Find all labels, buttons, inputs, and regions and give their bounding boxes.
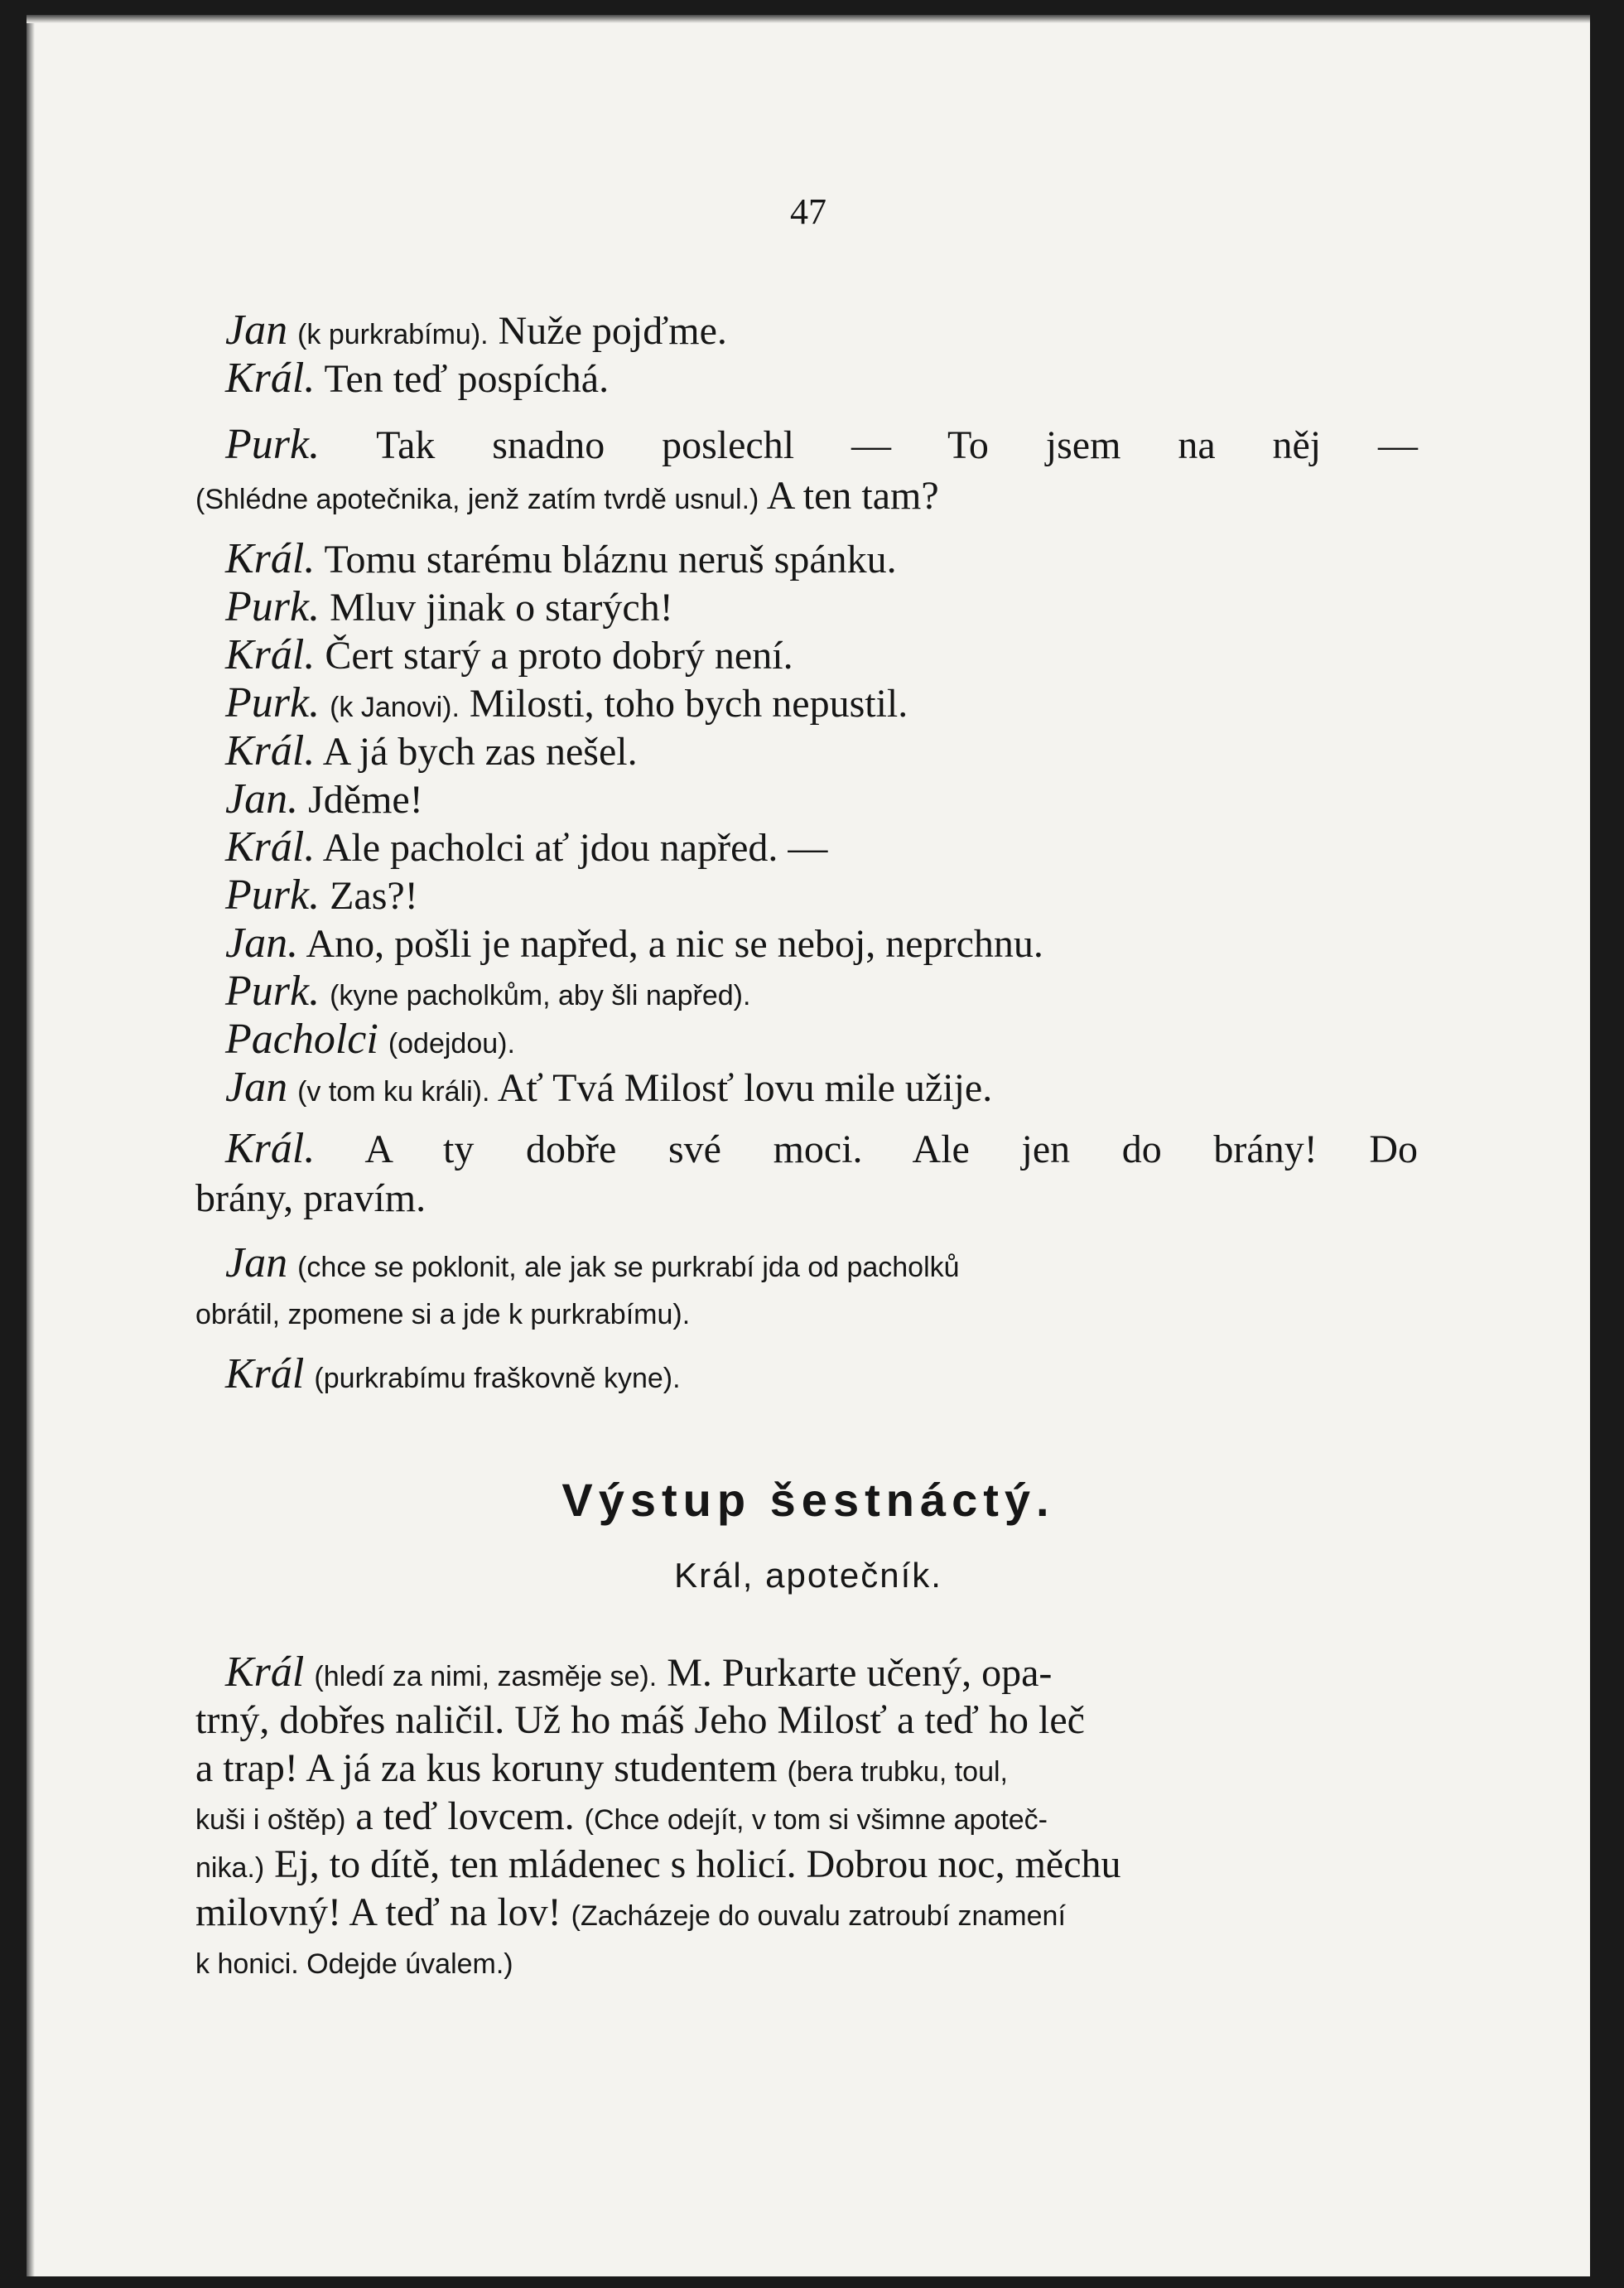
speaker: Král. — [225, 1125, 316, 1172]
dialogue-line — [225, 1125, 1418, 1174]
monologue-line — [195, 1937, 513, 1988]
speaker: Purk. — [225, 679, 320, 726]
dialogue-line — [225, 775, 423, 824]
line-text: Ale pacholci ať jdou napřed. — — [322, 826, 828, 870]
dialogue-line — [195, 1175, 426, 1223]
line-text: M. Purkarte učený, opa- — [667, 1651, 1053, 1695]
speaker: Purk. — [225, 968, 320, 1015]
monologue-line — [195, 1841, 1121, 1892]
stage-direction: (Zacházeje do ouvalu zatroubí znamení — [571, 1900, 1066, 1932]
line-text: trný, dobřes naličil. Už ho máš Jeho Milosť a teď ho leč — [195, 1698, 1085, 1742]
speaker: Král — [225, 1350, 305, 1397]
dialogue-line — [195, 1287, 690, 1339]
line-text: Ať Tvá Milosť lovu mile užije. — [497, 1066, 993, 1110]
line-text: brány, pravím. — [195, 1176, 426, 1220]
monologue-line — [195, 1889, 1066, 1940]
dialogue-line — [225, 920, 1043, 968]
page-edge-shadow — [27, 15, 35, 2276]
dialogue-line — [225, 1016, 515, 1068]
dialogue-line — [225, 968, 750, 1020]
dialogue-line — [225, 535, 897, 584]
page-top-shadow — [27, 15, 1590, 23]
dialogue-line — [195, 472, 939, 524]
stage-direction: (v tom ku králi). — [297, 1076, 490, 1108]
dialogue-line — [225, 871, 418, 920]
stage-direction: nika.) — [195, 1852, 265, 1884]
line-text: Ej, to dítě, ten mládenec s holicí. Dobrou noc, měchu — [274, 1842, 1121, 1886]
speaker: Král. — [225, 355, 316, 402]
stage-direction: kuši i oštěp) — [195, 1804, 346, 1836]
line-text: Čert starý a proto dobrý není. — [325, 634, 793, 678]
dialogue-line — [225, 355, 609, 403]
stage-direction: obrátil, zpomene si a jde k purkrabímu). — [195, 1299, 691, 1330]
dialogue-line — [225, 421, 1418, 470]
speaker: Král. — [225, 535, 316, 582]
speaker: Purk. — [225, 871, 320, 919]
line-text: Ano, pošli je napřed, a nic se neboj, neprchnu. — [306, 922, 1043, 966]
speaker: Pacholci — [225, 1016, 378, 1063]
speaker: Jan — [225, 1064, 288, 1111]
dialogue-line — [225, 583, 673, 632]
stage-direction: k honici. Odejde úvalem.) — [195, 1948, 513, 1980]
line-text: Mluv jinak o starých! — [330, 586, 673, 630]
stage-direction: (Chce odejít, v tom si všimne apotеč- — [584, 1804, 1048, 1836]
dialogue-line — [225, 679, 908, 731]
stage-direction: (kyne pacholkům, aby šli napřed). — [330, 980, 751, 1011]
stage-direction: (hledí za nimi, zasměje se). — [314, 1661, 658, 1692]
line-text: A já bych zas nešel. — [322, 730, 638, 774]
line-text: A ten tam? — [766, 474, 939, 518]
stage-direction: (odejdou). — [388, 1028, 515, 1060]
dialogue-line — [225, 631, 793, 680]
line-text: Zas?! — [330, 874, 418, 918]
speaker: Jan. — [225, 775, 299, 823]
dialogue-line — [225, 823, 827, 872]
speaker: Purk. — [225, 421, 320, 468]
monologue-line — [195, 1697, 1085, 1745]
speaker: Král. — [225, 727, 316, 775]
monologue-line — [195, 1745, 1008, 1796]
stage-direction: (bera trubku, toul, — [787, 1756, 1008, 1788]
stage-direction: (chce se poklonit, ale jak se purkrabí jda od pacholků — [297, 1252, 960, 1283]
speaker: Jan — [225, 307, 288, 354]
dialogue-line — [225, 1064, 992, 1116]
line-text: a trap! A já za kus koruny studentem — [195, 1746, 778, 1790]
line-text: a teď lovcem. — [355, 1794, 575, 1838]
stage-direction: (k purkrabímu). — [297, 319, 489, 350]
speaker: Purk. — [225, 583, 320, 630]
dialogue-line — [225, 1350, 681, 1402]
line-text: Ten teď pospíchá. — [324, 357, 610, 401]
dialogue-line — [225, 727, 638, 776]
line-text: A ty dobře své moci. Ale jen do brány! Do — [364, 1127, 1418, 1171]
line-text: Tomu starému bláznu neruš spánku. — [324, 538, 897, 582]
stage-direction: (Shlédne apotečnika, jenž zatím tvrdě usnul.) — [195, 484, 759, 515]
monologue-line — [195, 1793, 1048, 1844]
speaker: Král. — [225, 823, 316, 871]
dialogue-line — [225, 1239, 960, 1291]
scene-characters: Král, apotečník. — [674, 1556, 942, 1595]
page-number: 47 — [790, 191, 826, 232]
speaker: Král. — [225, 631, 316, 678]
line-text: Jděme! — [308, 778, 423, 822]
speaker: Jan — [225, 1239, 288, 1286]
line-text: Nuže pojďme. — [498, 309, 727, 353]
line-text: Tak snadno poslechl — To jsem na něj — — [376, 423, 1419, 467]
speaker: Jan. — [225, 920, 299, 967]
speaker: Král — [225, 1648, 305, 1696]
stage-direction: (purkrabímu fraškovně kyne). — [314, 1363, 681, 1394]
line-text: Milosti, toho bych nepustil. — [469, 682, 908, 726]
dialogue-line — [225, 307, 727, 359]
line-text: milovný! A teď na lov! — [195, 1890, 561, 1934]
book-page — [27, 15, 1590, 2276]
stage-direction: (k Janovi). — [330, 692, 460, 723]
scene-title: Výstup šestnáctý. — [561, 1474, 1055, 1526]
monologue-line — [225, 1648, 1052, 1701]
